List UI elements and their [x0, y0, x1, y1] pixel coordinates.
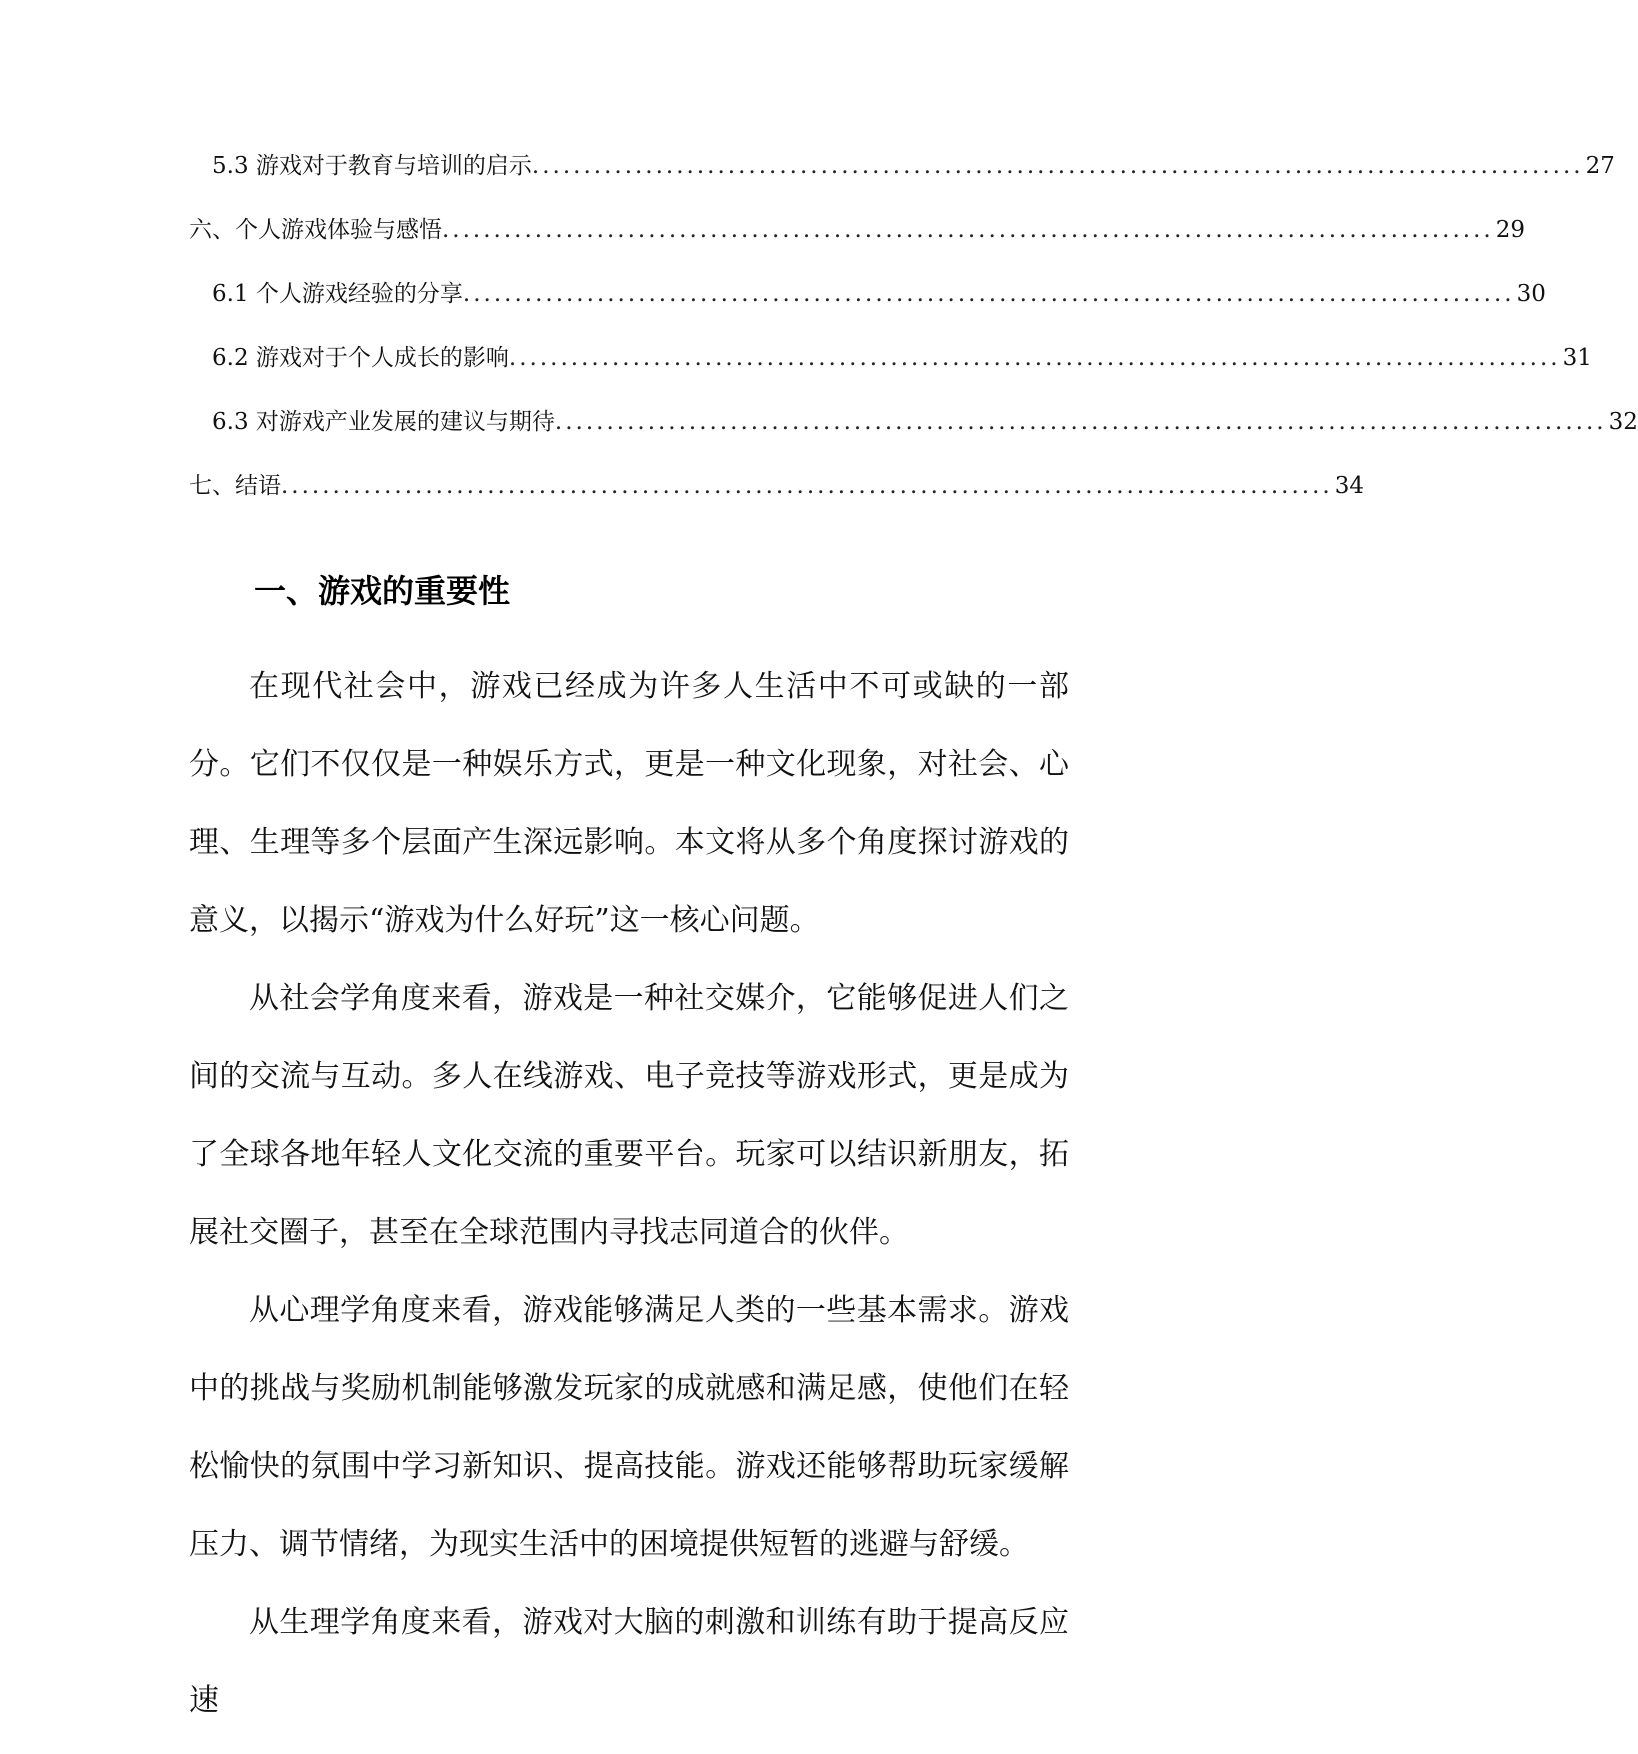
- toc-entry-6[interactable]: [189, 210, 1526, 250]
- toc-page-number: 29: [1495, 217, 1526, 243]
- toc-page-number: 31: [1562, 345, 1592, 371]
- toc-leader-dots: ......................................................................................................: [281, 473, 1333, 499]
- toc-entry-label: 七、结语: [189, 473, 281, 499]
- paragraph: 从社会学角度来看，游戏是一种社交媒介，它能够促进人们之间的交流与互动。多人在线游戏、电子竞技等游戏形式，更是成为了全球各地年轻人文化交流的重要平台。玩家可以结识新朋友，拓展社交圈子，甚至在全球范围内寻找志同道合的伙伴。: [189, 981, 1069, 1250]
- toc-entry-6-2[interactable]: [212, 338, 1592, 378]
- toc-page-number: 32: [1608, 409, 1638, 435]
- toc-entry-6-1[interactable]: [212, 274, 1546, 314]
- section-heading: 一、游戏的重要性: [254, 572, 511, 610]
- toc-leader-dots: ......................................................................................................: [462, 281, 1515, 307]
- toc-entry-label: 5.3 游戏对于教育与培训的启示: [212, 153, 532, 179]
- paragraph: 从生理学角度来看，游戏对大脑的刺激和训练有助于提高反应速: [189, 1605, 1069, 1718]
- toc-page-number: 30: [1516, 281, 1546, 307]
- toc-leader-dots: ......................................................................................................: [554, 409, 1607, 435]
- toc-entry-7[interactable]: [189, 466, 1365, 506]
- toc-entry-label: 6.2 游戏对于个人成长的影响: [212, 345, 509, 371]
- paragraph: 在现代社会中，游戏已经成为许多人生活中不可或缺的一部分。它们不仅仅是一种娱乐方式，更是一种文化现象，对社会、心理、生理等多个层面产生深远影响。本文将从多个角度探讨游戏的意义，以揭示“游戏为什么好玩”这一核心问题。: [189, 669, 1069, 938]
- section-body: [189, 648, 1069, 1740]
- toc-leader-dots: ......................................................................................................: [508, 345, 1561, 371]
- toc-entry-5-3[interactable]: [212, 146, 1615, 186]
- paragraph: 从心理学角度来看，游戏能够满足人类的一些基本需求。游戏中的挑战与奖励机制能够激发玩家的成就感和满足感，使他们在轻松愉快的氛围中学习新知识、提高技能。游戏还能够帮助玩家缓解压力、调节情绪，为现实生活中的困境提供短暂的逃避与舒缓。: [189, 1293, 1069, 1562]
- toc-entry-label: 6.1 个人游戏经验的分享: [212, 281, 463, 307]
- toc-entry-label: 6.3 对游戏产业发展的建议与期待: [212, 409, 555, 435]
- toc-entry-6-3[interactable]: [212, 402, 1638, 442]
- toc-leader-dots: ......................................................................................................: [442, 217, 1494, 243]
- toc-page-number: 27: [1585, 153, 1615, 179]
- toc-entry-label: 六、个人游戏体验与感悟: [189, 217, 442, 243]
- toc-leader-dots: ......................................................................................................: [531, 153, 1584, 179]
- toc-page-number: 34: [1334, 473, 1365, 499]
